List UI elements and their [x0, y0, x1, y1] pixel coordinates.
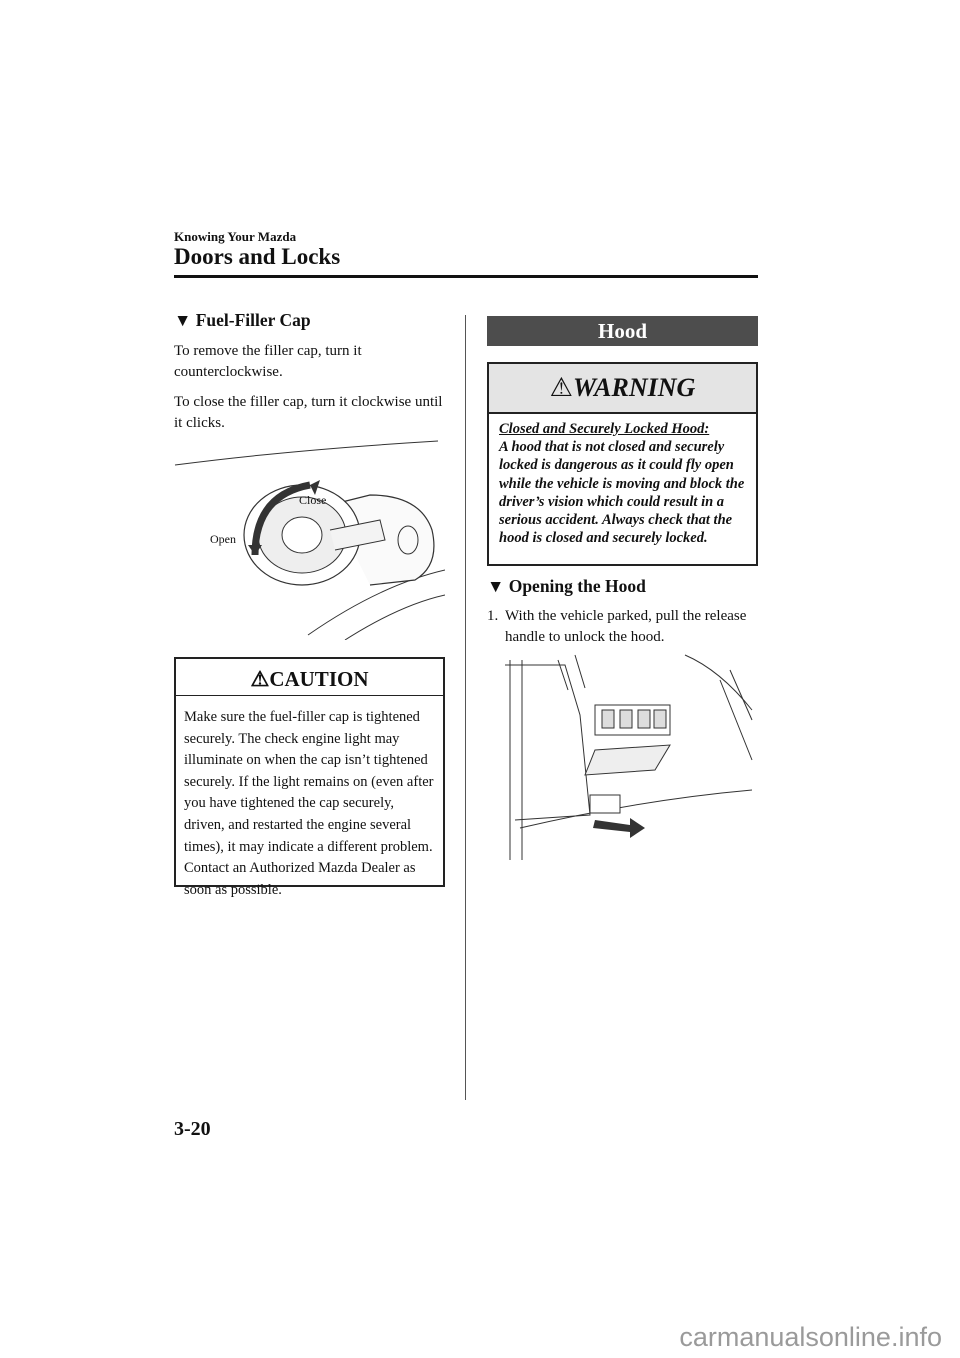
triangle-bullet-icon: ▼	[487, 576, 505, 596]
open-label: Open	[210, 532, 236, 546]
paragraph: To remove the filler cap, turn it counterclockwise.	[174, 343, 362, 380]
heading-text: Fuel-Filler Cap	[195, 310, 311, 330]
page-title: Doors and Locks	[174, 244, 341, 269]
triangle-bullet-icon: ▼	[174, 310, 192, 330]
warning-triangle-icon: ⚠	[549, 373, 573, 402]
paragraph: To close the filler cap, turn it clockwise until it clicks.	[174, 394, 443, 431]
warning-subtitle: Closed and Securely Locked Hood:	[499, 421, 710, 437]
section-label: Knowing Your Mazda	[174, 229, 297, 244]
step-1	[487, 606, 757, 648]
caution-box	[174, 657, 445, 898]
heading-text: Opening the Hood	[508, 576, 646, 596]
close-label: Close	[299, 493, 327, 507]
warning-text: A hood that is not closed and securely locked is dangerous as it could fly open while the vehicle is moving and block the driver’s vision which could result in a serious accident. Always check that the hood is closed and securely locked.	[499, 439, 745, 547]
caution-title: CAUTION	[269, 667, 369, 691]
step-text: With the vehicle parked, pull the release handle to unlock the hood.	[505, 608, 747, 645]
warning-header	[489, 364, 756, 414]
caution-header	[176, 659, 443, 696]
fuel-filler-heading	[174, 310, 311, 331]
warning-box	[487, 362, 758, 566]
header-rule	[174, 275, 758, 278]
page-number: 3-20	[174, 1118, 211, 1140]
warning-body	[489, 414, 756, 553]
hood-banner: Hood	[487, 316, 758, 346]
opening-hood-heading	[487, 576, 646, 597]
column-divider	[465, 315, 466, 1100]
step-number: 1.	[487, 608, 499, 624]
hood-release-illustration	[490, 650, 755, 860]
warning-triangle-icon: ⚠	[250, 667, 270, 691]
watermark: carmanualsonline.info	[679, 1322, 942, 1352]
caution-text: Make sure the fuel-filler cap is tightened securely. The check engine light may illuminate on when the cap isn’t tightened securely. If the light remains on (even after you have tightened the cap securely, driven, and restarted the engine several times), it may indicate a different problem. Contact an Authorized Mazda Dealer as soon as possible.	[184, 709, 434, 898]
warning-title: WARNING	[572, 373, 696, 402]
